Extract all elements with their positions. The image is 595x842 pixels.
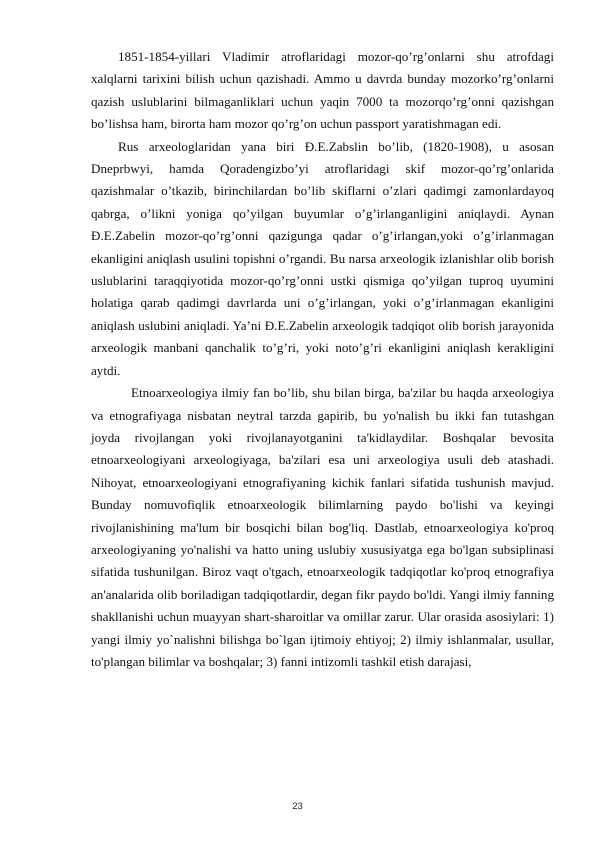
paragraph-ethnoarchaeology: Etnoarxeologiya ilmiy fan bo’lib, shu bilan birga, ba'zilar bu haqda arxeologiya va etnografiyaga nisbatan neytral tarzda gapirib, bu yo'nalish bu ikki fan tutashgan joyda rivojlangan yoki rivojlanayotganini ta'kidlaydilar. Boshqalar bevosita etnoarxeologiyani arxeologiyaga, ba'zilari esa uni arxeologiya usuli deb atashadi. Nihoyat, etnoarxeologiyani etnografiyaning kichik fanlari sifatida tushunish mavjud. Bunday nomuvofiqlik etnoarxeologik bilimlarning paydo bo'lishi va keyingi rivojlanishining ma'lum bir bosqichi bilan bog'liq. Dastlab, etnoarxeologiya ko'proq arxeologiyaning yo'nalishi va hatto uning uslubiy xususiyatga ega bo'lgan subsiplinasi sifatida tushunilgan. Biroz vaqt o'tgach, etnoarxeologik tadqiqotlar ko'proq etnografiya an'analarida olib boriladigan tadqiqotlardir, degan fikr paydo bo'ldi. Yangi ilmiy fanning shakllanishi uchun muayyan shart-sharoitlar va omillar zarur. Ular orasida asosiylari: 1) yangi ilmiy yo`nalishni bilishga bo`lgan ijtimoiy ehtiyoj; 2) ilmiy ishlanmalar, usullar, to'plangan bilimlar va boshqalar; 3) fanni intizomli tashkil etish darajasi,	[91, 385, 554, 669]
page-number: 23	[292, 801, 303, 812]
paragraph-vladimir-excavations: 1851-1854-yillari Vladimir atroflaridagi mozor-qo’rg’onlarni shu atrofdagi xalqlarni tarixini bilish uchun qazishadi. Ammo u davrda bunday mozorko’rg’onlarni qazish uslublarini bilmaganliklari uchun yaqin 7000 ta mozorqo’rg’onni qazishgan bo’lishsa ham, birorta ham mozor qo’rg’on uchun passport yaratishmagan edi.	[91, 49, 554, 132]
paragraph-zabelin: Rus arxeologlaridan yana biri Ð.E.Zabslin bo’lib, (1820-1908), u asosan Dneprbwyi, hamda Qoradengizbo’yi atroflaridagi skif mozor-qo’rg’onlarida qazishmalar o’tkazib, birinchilardan bo’lib skiflarni o’zlari qadimgi zamonlardayoq qabrga, o’likni yoniga qo’yilgan buyumlar o’g’irlanganligini aniqlaydi. Aynan Ð.E.Zabelin mozor-qo’rg’onni qazigunga qadar o’g’irlangan,yoki o’g’irlanmagan ekanligini aniqlash usulini topishni o’rgandi. Bu narsa arxeologik izlanishlar olib borish uslublarini taraqqiyotida mozor-qo’rg’onni ustki qismiga qo’yilgan tuproq uyumini holatiga qarab qadimgi davrlarda uni o’g’irlangan, yoki o’g’irlanmagan ekanligini aniqlash uslubini aniqladi. Ya’ni Ð.E.Zabelin arxeologik tadqiqot olib borish jarayonida arxeologik manbani qanchalik to’g’ri, yoki noto’g’ri ekanligini aniqlash kerakligini aytdi.	[91, 138, 554, 378]
document-page	[91, 46, 554, 673]
